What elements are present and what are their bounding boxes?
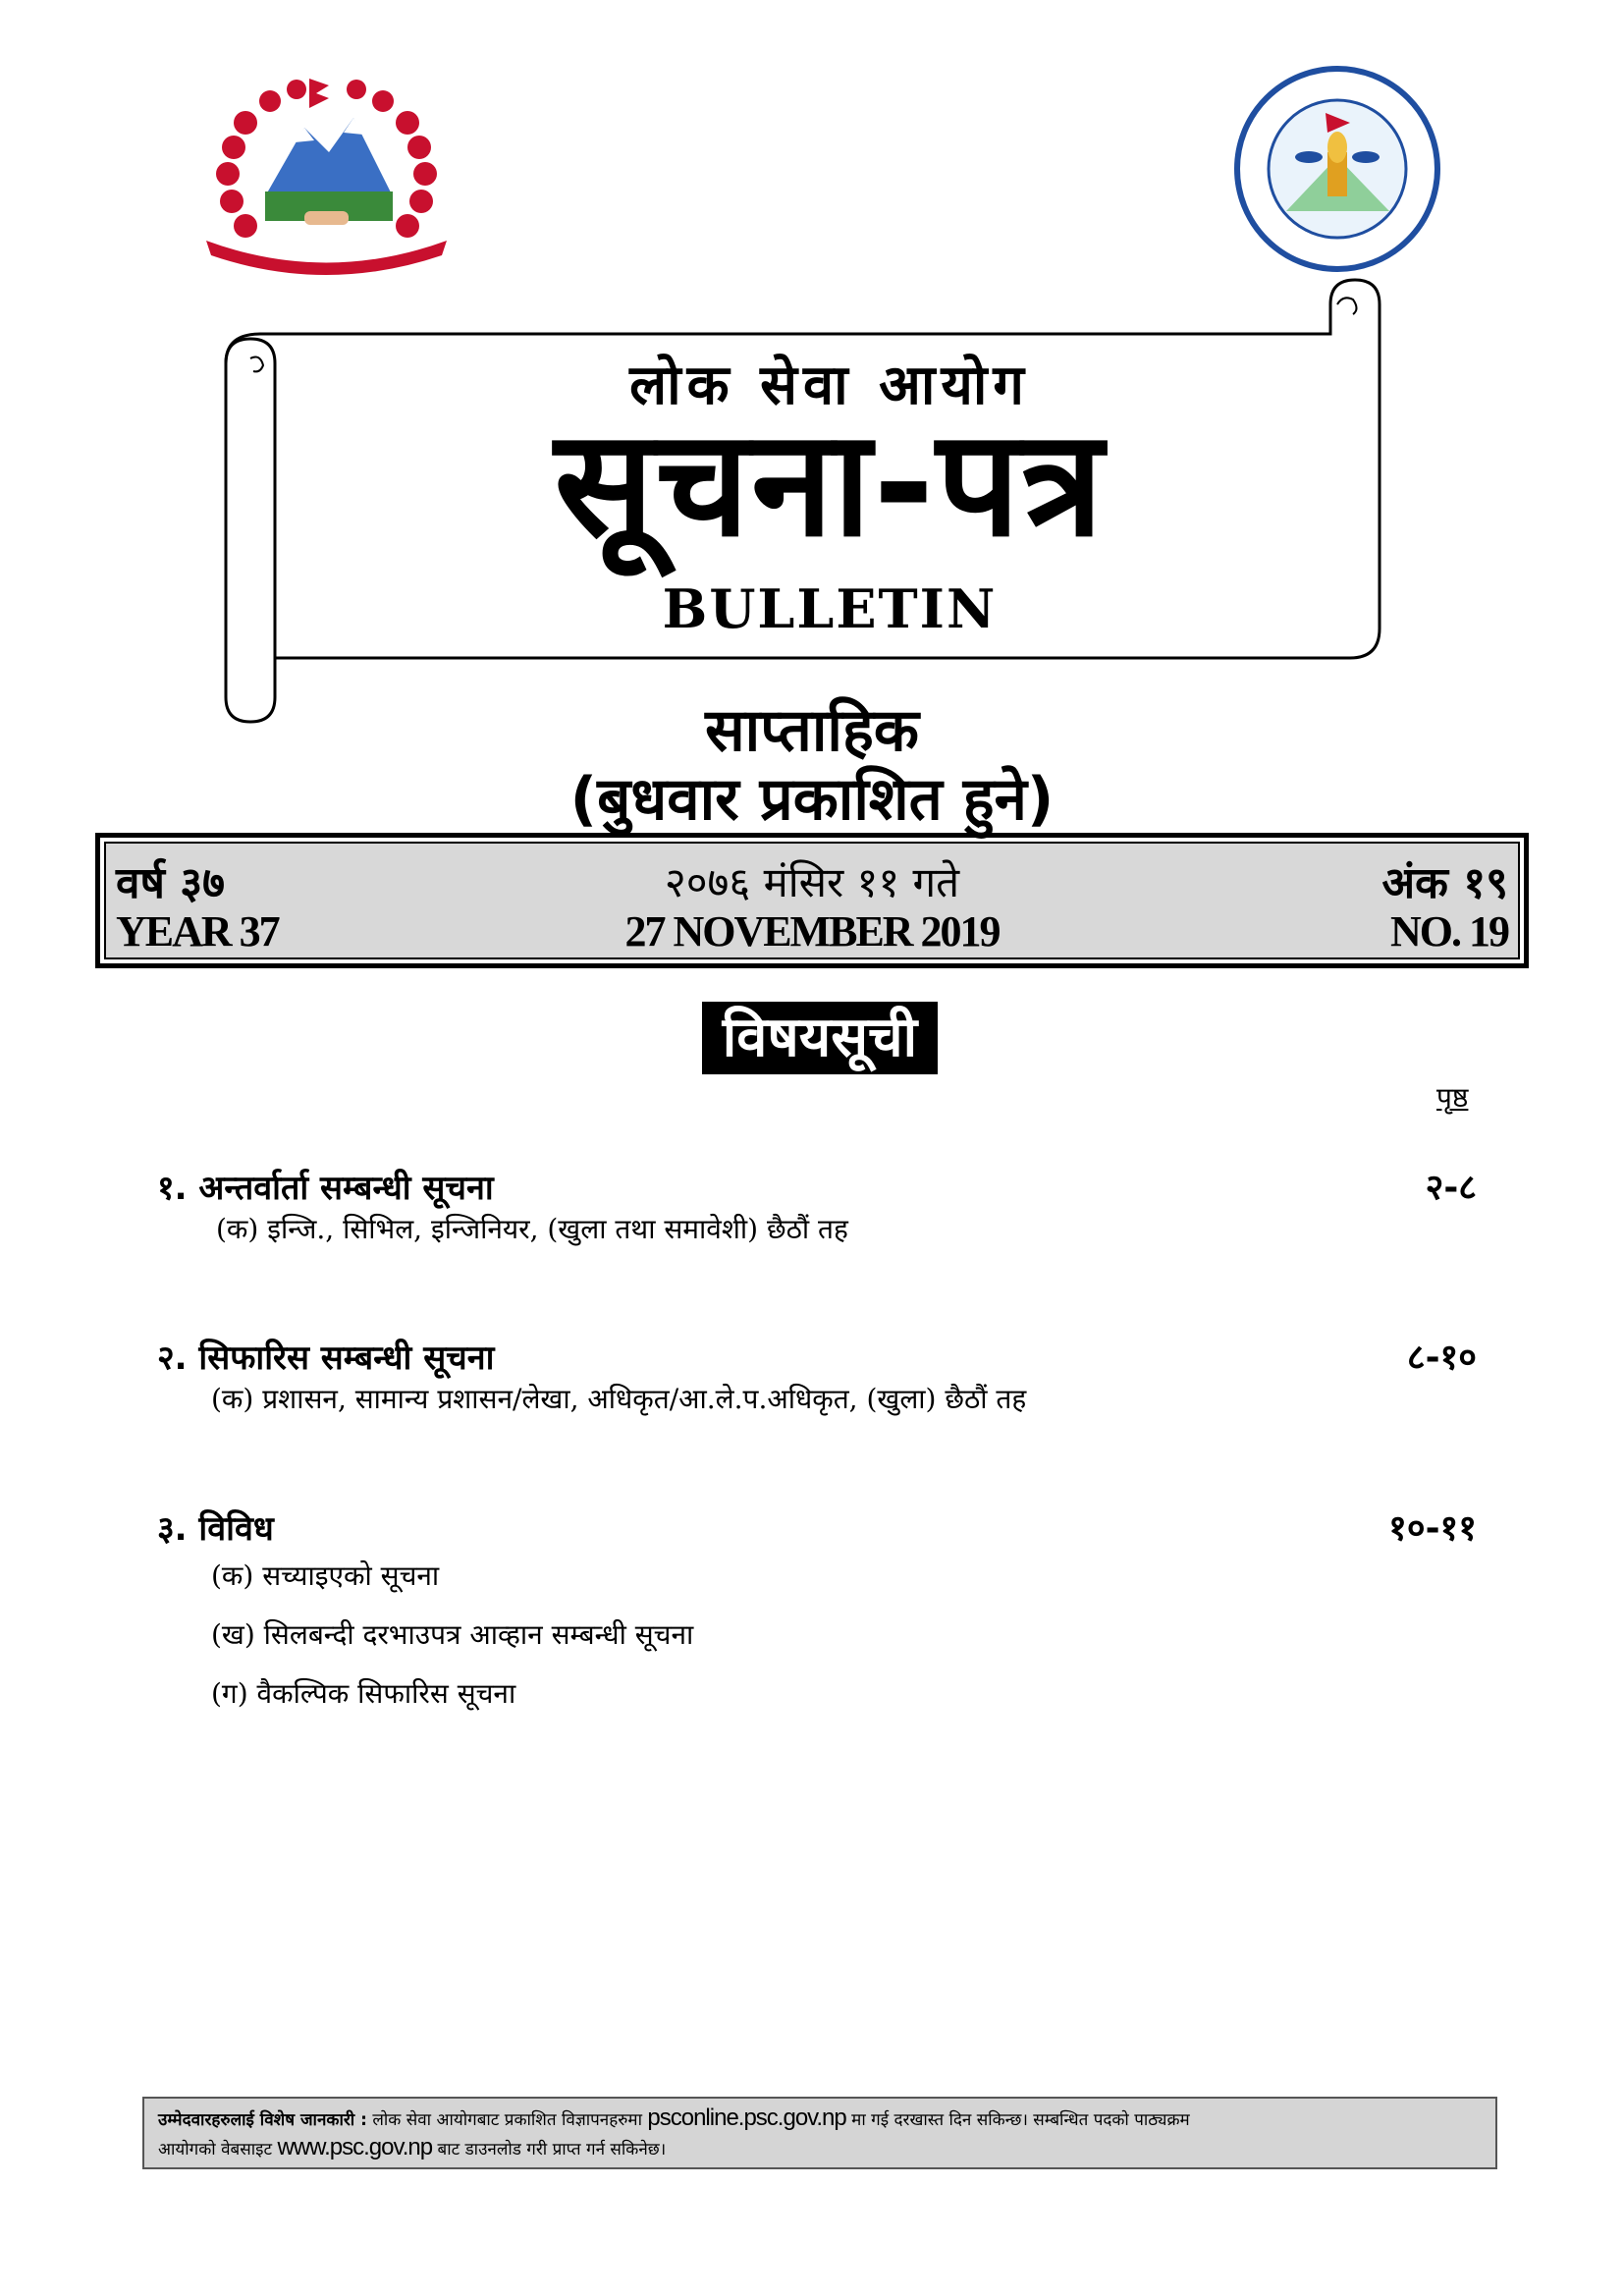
issue-number-english: NO. 19 [1390, 907, 1508, 956]
notice-text-3: आयोगको वेबसाइट [158, 2140, 273, 2159]
candidate-notice-box [142, 2097, 1497, 2169]
issue-number-nepali: अंक १९ [1381, 858, 1508, 908]
section-3-pages: १०-११ [1388, 1508, 1477, 1549]
psc-logo [1232, 64, 1443, 275]
psc-website-link[interactable]: www.psc.gov.np [277, 2134, 433, 2160]
government-emblem-logo [196, 74, 457, 280]
issue-info-box [95, 833, 1529, 968]
volume-english: YEAR 37 [116, 907, 279, 956]
notice-text-1: लोक सेवा आयोगबाट प्रकाशित विज्ञापनहरुमा [372, 2110, 642, 2130]
notice-text-4: बाट डाउनलोड गरी प्राप्त गर्न सकिनेछ। [437, 2140, 667, 2159]
contents-title: विषयसूची [702, 1002, 938, 1074]
section-3-heading[interactable]: ३. विविध [157, 1509, 274, 1549]
section-2-item-1: (क) प्रशासन, सामान्य प्रशासन/लेखा, अधिकृत/आ.ले.प.अधिकृत, (खुला) छैठौं तह [211, 1383, 1027, 1415]
section-1-heading[interactable]: १. अन्तर्वार्ता सम्बन्धी सूचना [157, 1169, 494, 1208]
section-2-pages: ८-१० [1406, 1338, 1477, 1378]
bulletin-title-english: BULLETIN [662, 577, 998, 640]
organization-name: लोक सेवा आयोग [629, 354, 1030, 417]
section-3-item-3: (ग) वैकल्पिक सिफारिस सूचना [211, 1677, 516, 1710]
volume-nepali: वर्ष ३७ [116, 858, 225, 908]
section-3-item-1: (क) सच्याइएको सूचना [211, 1559, 440, 1592]
psconline-link[interactable]: psconline.psc.gov.np [647, 2105, 846, 2131]
section-1-item-1: (क) इन्जि., सिभिल, इन्जिनियर, (खुला तथा समावेशी) छैठौं तह [216, 1213, 848, 1245]
date-english: 27 NOVEMBER 2019 [624, 907, 1000, 956]
section-3-item-2: (ख) सिलबन्दी दरभाउपत्र आव्हान सम्बन्धी सूचना [211, 1618, 694, 1651]
page-column-label: पृष्ठ [1436, 1081, 1469, 1114]
weekly-label: साप्ताहिक [705, 696, 919, 765]
notice-line-1 [158, 2105, 1482, 2134]
date-nepali: २०७६ मंसिर ११ गते [664, 858, 960, 906]
notice-label: उम्मेदवारहरुलाई विशेष जानकारी : [158, 2110, 367, 2130]
publication-day-label: (बुधवार प्रकाशित हुने) [569, 765, 1055, 834]
notice-line-2 [158, 2134, 1482, 2163]
section-1-pages: २-८ [1425, 1168, 1477, 1208]
bulletin-title-nepali: सूचना-पत्र [554, 399, 1106, 570]
section-2-heading[interactable]: २. सिफारिस सम्बन्धी सूचना [157, 1339, 495, 1378]
notice-text-2: मा गई दरखास्त दिन सकिन्छ। सम्बन्धित पदको पाठ्यक्रम [851, 2110, 1190, 2130]
